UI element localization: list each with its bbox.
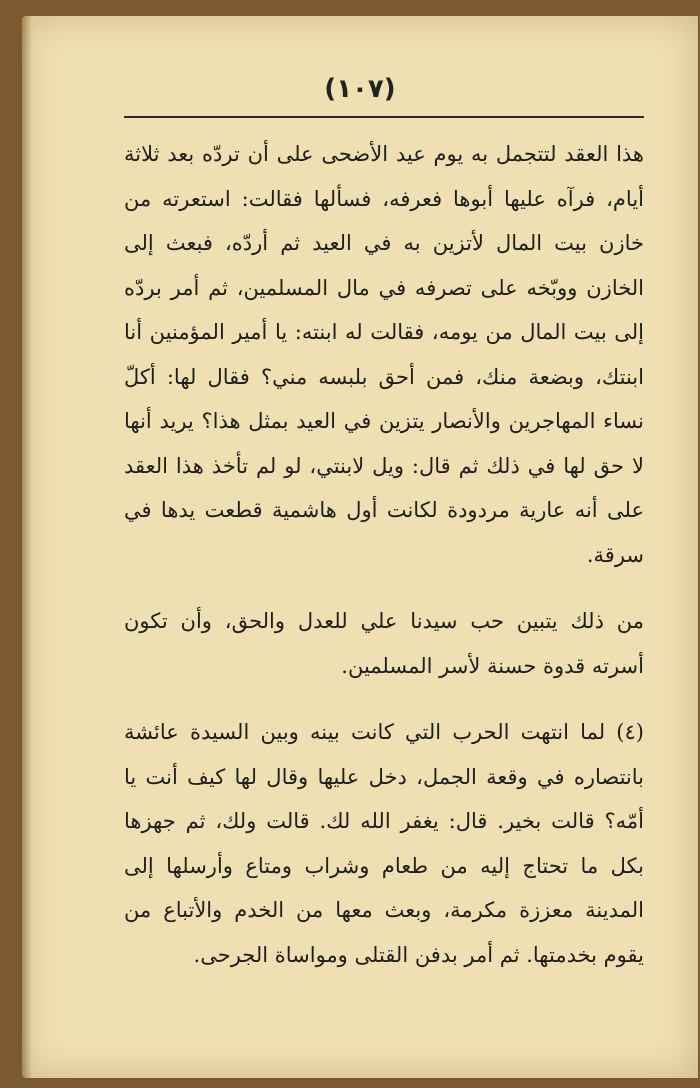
- header-rule: [124, 116, 644, 118]
- book-page: [22, 16, 698, 1078]
- page-spine-shadow: [22, 16, 32, 1078]
- page-number: (١٠٧): [324, 74, 396, 104]
- page-body: [124, 132, 644, 977]
- paragraph-3: (٤) لما انتهت الحرب التي كانت بينه وبين السيدة عائشة بانتصاره في وقعة الجمل، دخل عليها وقال لها كيف أنت يا أمّه؟ قالت بخير. قال: يغفر الله لك. قالت ولك، ثم جهزها بكل ما تحتاج إليه من طعام وشراب ومتاع وأرسلها إلى المدينة معززة مكرمة، وبعث معها من الخدم والأتباع من يقوم بخدمتها. ثم أمر بدفن القتلى ومواساة الجرحى.: [124, 720, 644, 967]
- paragraph-1: هذا العقد لتتجمل به يوم عيد الأضحى على أن تردّه بعد ثلاثة أيام، فرآه عليها أبوها فعرفه، فسألها فقالت: استعرته من خازن بيت المال لأتزين به في العيد ثم أردّه، فبعث إلى الخازن ووبّخه على تصرفه في مال المسلمين، ثم أمر بردّه إلى بيت المال من يومه، فقالت له ابنته: يا أمير المؤمنين أنا ابنتك، وبضعة منك، فمن أحق بلبسه مني؟ فقال لها: أكلّ نساء المهاجرين والأنصار يتزين في العيد بمثل هذا؟ يريد أنها لا حق لها في ذلك ثم قال: ويل لابنتي، لو لم تأخذ هذا العقد على أنه عارية مردودة لكانت أول هاشمية قطعت يدها في سرقة.: [124, 142, 644, 567]
- paragraph-2: من ذلك يتبين حب سيدنا علي للعدل والحق، وأن تكون أسرته قدوة حسنة لأسر المسلمين.: [124, 609, 644, 678]
